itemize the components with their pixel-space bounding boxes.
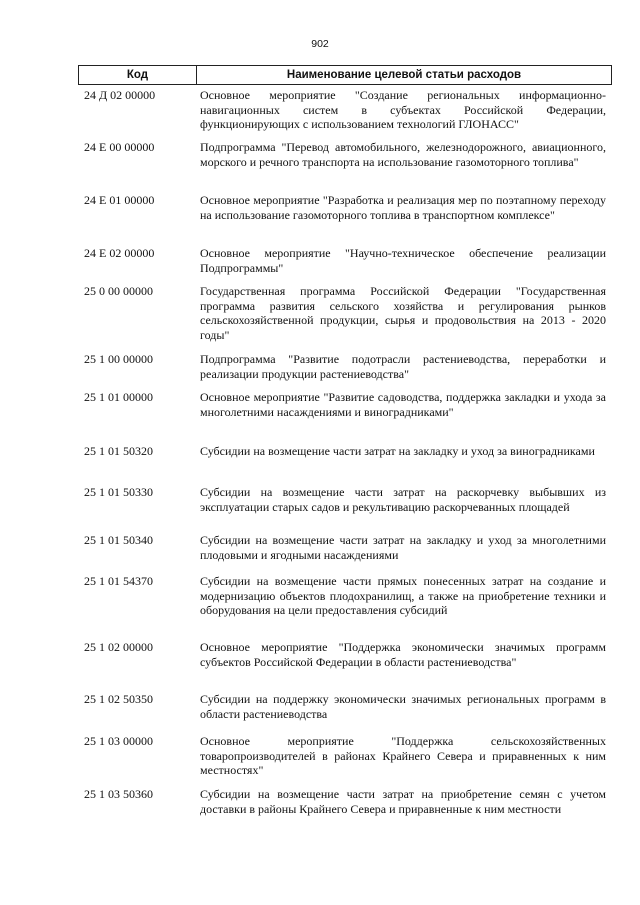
row-name: Основное мероприятие "Развитие садоводства, поддержка закладки и ухода за многолетними насаждениями и виноградниками" xyxy=(200,390,606,419)
row-code: 25 1 01 00000 xyxy=(84,390,153,404)
row-name: Основное мероприятие "Научно-техническое обеспечение реализации Подпрограммы" xyxy=(200,246,606,275)
row-name: Субсидии на поддержку экономически значимых региональных программ в области растениеводства xyxy=(200,692,606,721)
row-code: 25 1 02 50350 xyxy=(84,692,153,706)
row-code: 25 1 02 00000 xyxy=(84,640,153,654)
row-name: Подпрограмма "Развитие подотрасли растениеводства, переработки и реализации продукции растениеводства" xyxy=(200,352,606,381)
row-name: Подпрограмма "Перевод автомобильного, железнодорожного, авиационного, морского и речного транспорта на использование газомоторного топлива" xyxy=(200,140,606,169)
row-name: Основное мероприятие "Поддержка сельскохозяйственных товаропроизводителей в районах Крайнего Севера и приравненных к ним местностях" xyxy=(200,734,606,778)
row-code: 25 1 00 00000 xyxy=(84,352,153,366)
row-name: Субсидии на возмещение части затрат на закладку и уход за многолетними плодовыми и ягодными насаждениями xyxy=(200,533,606,562)
row-name: Основное мероприятие "Создание региональных информационно-навигационных систем в субъектах Российской Федерации, функционирующих с использованием технологий ГЛОНАСС" xyxy=(200,88,606,132)
row-code: 24 Е 01 00000 xyxy=(84,193,155,207)
row-code: 25 1 03 50360 xyxy=(84,787,153,801)
row-code: 25 1 01 50340 xyxy=(84,533,153,547)
name-column-header: Наименование целевой статьи расходов xyxy=(286,69,522,81)
row-code: 25 1 01 50320 xyxy=(84,444,153,458)
row-name: Основное мероприятие "Разработка и реализация мер по поэтапному переходу на использование газомоторного топлива в транспортном комплексе" xyxy=(200,193,606,222)
row-code: 25 1 03 00000 xyxy=(84,734,153,748)
row-name: Основное мероприятие "Поддержка экономически значимых программ субъектов Российской Федерации в области растениеводства" xyxy=(200,640,606,669)
row-code: 25 1 01 54370 xyxy=(84,574,153,588)
row-name: Субсидии на возмещение части затрат на приобретение семян с учетом доставки в районы Крайнего Севера и приравненные к ним местности xyxy=(200,787,606,816)
row-code: 24 Е 02 00000 xyxy=(84,246,155,260)
row-name: Субсидии на возмещение части затрат на закладку и уход за виноградниками xyxy=(200,444,595,458)
row-name: Субсидии на возмещение части прямых понесенных затрат на создание и модернизацию объектов плодохранилищ, а также на приобретение техники и оборудования на цели предоставления субсидий xyxy=(200,574,606,618)
code-column-header: Код xyxy=(79,66,197,84)
table-header xyxy=(78,65,612,85)
row-code: 25 0 00 00000 xyxy=(84,284,153,298)
row-code: 24 Е 00 00000 xyxy=(84,140,155,154)
row-name: Государственная программа Российской Федерации "Государственная программа развития сельского хозяйства и регулирования рынков сельскохозяйственной продукции, сырья и продовольствия на 2013 - 2020 годы" xyxy=(200,284,606,342)
row-code: 24 Д 02 00000 xyxy=(84,88,156,102)
page-number: 902 xyxy=(311,38,329,50)
row-code: 25 1 01 50330 xyxy=(84,485,153,499)
row-name: Субсидии на возмещение части затрат на раскорчевку выбывших из эксплуатации старых садов и рекультивацию раскорчеванных площадей xyxy=(200,485,606,514)
